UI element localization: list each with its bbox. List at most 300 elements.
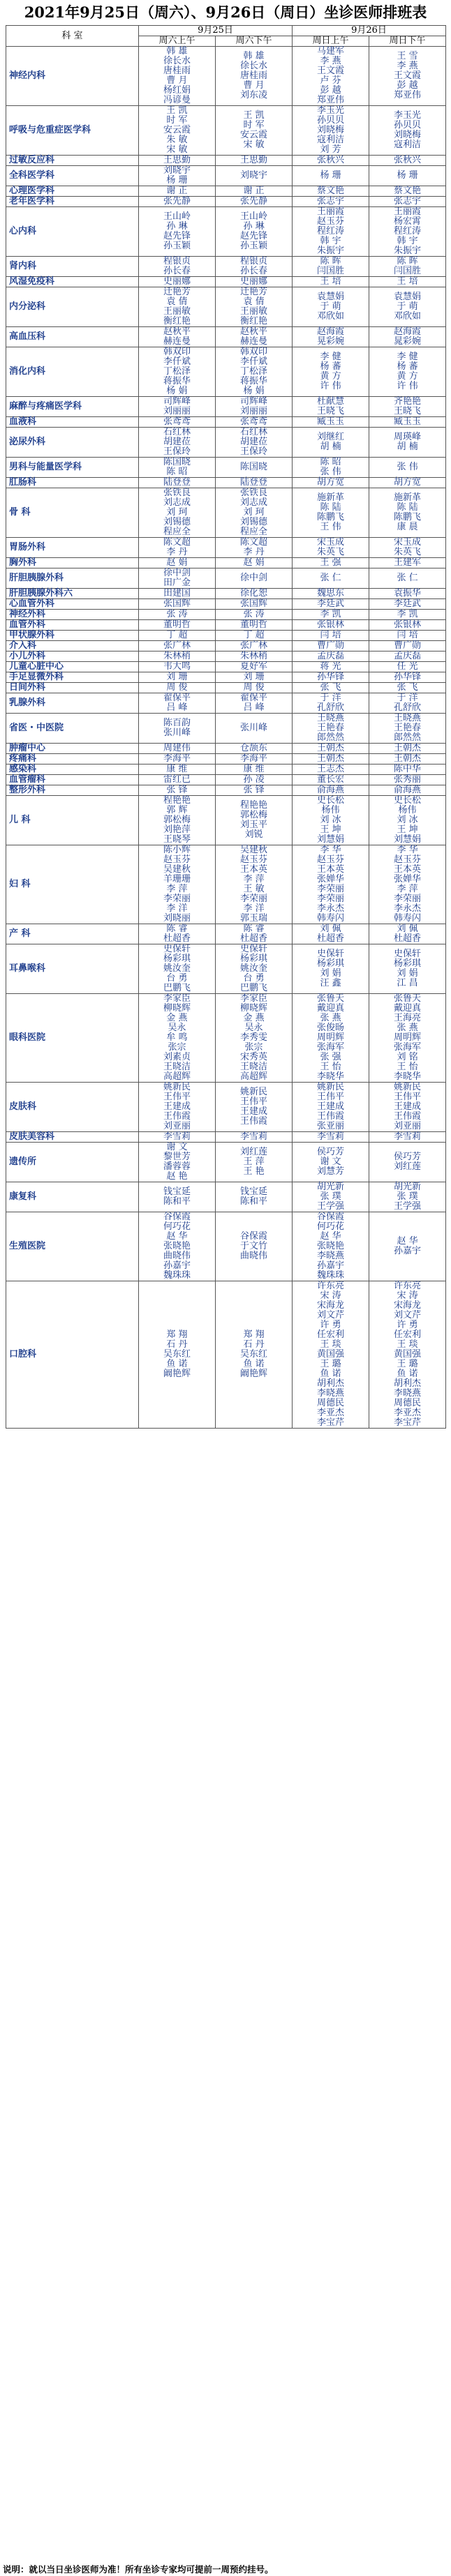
doctor-name: 晃彩婉 (317, 336, 345, 347)
doctor-cell (293, 944, 369, 994)
doctor-name: 张先静 (240, 196, 268, 206)
doctor-name: 王 凯 (166, 105, 188, 116)
doctor-cell (369, 568, 446, 589)
doctor-name: 康 维 (166, 764, 188, 774)
doctor-name: 许 伟 (320, 381, 341, 391)
table-row (6, 845, 446, 924)
doctor-cell (216, 641, 293, 651)
doctor-name: 胡建莅 (240, 437, 268, 447)
doctor-cell (139, 651, 216, 662)
doctor-cell (216, 764, 293, 775)
doctor-cell (293, 845, 369, 924)
doctor-cell (293, 651, 369, 662)
doctor-name: 宋 涛 (320, 1290, 341, 1301)
table-row (6, 428, 446, 458)
doctor-cell (369, 589, 446, 599)
doctor-name: 衡红艳 (240, 316, 268, 326)
doctor-name: 张志宇 (394, 196, 422, 206)
doctor-cell (216, 478, 293, 488)
doctor-cell (369, 538, 446, 558)
department-name: 心内科 (6, 207, 139, 257)
doctor-name: 巴鹏飞 (163, 983, 191, 993)
doctor-name: 李秀雯 (240, 1032, 268, 1043)
doctor-name: 李亚杰 (317, 1408, 345, 1418)
doctor-name: 王伟平 (240, 1097, 268, 1107)
doctor-name: 胡方宽 (394, 477, 422, 488)
doctor-cell (139, 662, 216, 672)
doctor-name: 张 锋 (243, 785, 265, 795)
doctor-name: 王建成 (317, 1101, 345, 1112)
doctor-name: 王伟霞 (163, 1111, 191, 1122)
doctor-name: 石红林 (240, 427, 268, 437)
department-name: 肝胆胰腺外科六 (6, 589, 139, 599)
doctor-name: 张 飞 (320, 682, 341, 693)
doctor-cell (216, 631, 293, 641)
department-name: 血管外科 (6, 620, 139, 631)
doctor-name: 陈文超 (240, 537, 268, 548)
doctor-name: 王 璐 (397, 1359, 418, 1369)
doctor-name: 姚新民 (163, 1082, 191, 1092)
doctor-name: 王保玲 (240, 446, 268, 457)
doctor-name: 于文竹 (240, 1241, 268, 1251)
doctor-cell (216, 1132, 293, 1143)
doctor-name: 刘锡德 (240, 517, 268, 527)
doctor-name: 郭松梅 (163, 815, 191, 825)
doctor-name: 刘红莲 (240, 1147, 268, 1157)
doctor-cell (293, 47, 369, 106)
doctor-name: 羊珊珊 (163, 874, 191, 884)
doctor-name: 孙嘉宇 (394, 1246, 422, 1256)
doctor-name: 周 俊 (243, 682, 265, 693)
doctor-name: 施新革 (317, 492, 345, 503)
doctor-cell (216, 186, 293, 197)
doctor-name: 刘 冰 (397, 815, 418, 825)
department-name: 血液科 (6, 417, 139, 428)
doctor-name: 杨伟 (398, 805, 417, 815)
doctor-cell (139, 944, 216, 994)
doctor-name: 赵玉芬 (394, 854, 422, 865)
doctor-name: 谢 正 (243, 186, 265, 196)
doctor-name: 张川峰 (163, 728, 191, 738)
doctor-name: 杨红娟 (163, 85, 191, 96)
doctor-name: 刘晓梅 (394, 130, 422, 140)
doctor-cell (293, 662, 369, 672)
doctor-name: 刘 铭 (397, 1052, 418, 1062)
doctor-cell (369, 1083, 446, 1132)
doctor-name: 刘 芳 (320, 144, 341, 155)
doctor-name: 翟保平 (163, 693, 191, 703)
doctor-name: 魏思东 (317, 588, 345, 598)
doctor-cell (369, 417, 446, 428)
doctor-cell (216, 558, 293, 568)
doctor-cell (369, 287, 446, 327)
doctor-name: 姚汝奎 (163, 963, 191, 974)
doctor-cell (369, 397, 446, 417)
doctor-name: 陈 睿 (166, 924, 188, 934)
doctor-name: 张婵华 (394, 874, 422, 884)
doctor-name: 李荣丽 (317, 894, 345, 904)
doctor-cell (369, 1143, 446, 1182)
doctor-name: 齐艳艳 (394, 396, 422, 407)
doctor-cell (369, 47, 446, 106)
doctor-name: 朱 敏 (166, 135, 188, 145)
table-row (6, 620, 446, 631)
department-name: 眼科医院 (6, 994, 139, 1083)
doctor-cell (216, 277, 293, 287)
doctor-cell (293, 166, 369, 186)
doctor-name: 刘慧娟 (394, 834, 422, 845)
doctor-name: 王 凯 (243, 110, 265, 121)
doctor-cell (293, 488, 369, 538)
doctor-name: 张广林 (240, 640, 268, 651)
doctor-name: 王志杰 (317, 764, 345, 774)
doctor-cell (293, 754, 369, 764)
doctor-name: 史长松 (394, 795, 422, 806)
doctor-name: 高超辉 (240, 1071, 268, 1082)
doctor-cell (139, 1132, 216, 1143)
doctor-name: 夏好军 (240, 661, 268, 672)
doctor-name: 董长宏 (317, 774, 345, 785)
doctor-name: 雷红已 (163, 774, 191, 785)
doctor-cell (369, 754, 446, 764)
doctor-cell (216, 924, 293, 944)
doctor-name: 张国辉 (163, 598, 191, 609)
doctor-name: 赫连曼 (163, 336, 191, 347)
doctor-name: 孙华锋 (317, 672, 345, 682)
doctor-name: 张 涛 (166, 609, 188, 619)
doctor-cell (369, 662, 446, 672)
doctor-name: 李荣丽 (394, 894, 422, 904)
doctor-name: 邓欣如 (317, 311, 345, 322)
doctor-name: 张 燕 (320, 1013, 341, 1023)
doctor-name: 唐桂雨 (240, 70, 268, 81)
doctor-name: 卢 芬 (320, 75, 341, 86)
doctor-name: 杜超香 (163, 933, 191, 944)
doctor-name: 刘东凌 (240, 90, 268, 100)
doctor-cell (139, 610, 216, 620)
doctor-cell (139, 754, 216, 764)
doctor-cell (216, 944, 293, 994)
doctor-cell (216, 207, 293, 257)
table-row (6, 1083, 446, 1132)
doctor-name: 张先静 (163, 196, 191, 206)
doctor-cell (216, 714, 293, 744)
doctor-name: 蒋振华 (240, 376, 268, 386)
department-name: 小儿外科 (6, 651, 139, 662)
department-name: 疼痛科 (6, 754, 139, 764)
doctor-name: 谷保霞 (163, 1212, 191, 1222)
doctor-name: 李海平 (240, 753, 268, 764)
doctor-cell (293, 764, 369, 775)
doctor-name: 刘 珂 (243, 507, 265, 518)
doctor-cell (369, 488, 446, 538)
doctor-cell (216, 754, 293, 764)
doctor-cell (369, 693, 446, 714)
table-row (6, 683, 446, 693)
doctor-name: 王晓飞 (317, 406, 345, 416)
doctor-name: 吕 峰 (243, 702, 265, 713)
doctor-name: 李永杰 (394, 903, 422, 914)
doctor-name: 刘 娟 (320, 968, 341, 979)
doctor-name: 金 燕 (166, 1013, 188, 1023)
doctor-name: 宋 敏 (166, 144, 188, 155)
doctor-name: 石 丹 (243, 1339, 265, 1350)
table-row (6, 610, 446, 620)
doctor-name: 张铁良 (163, 488, 191, 498)
doctor-name: 周瑛峰 (394, 432, 422, 442)
doctor-name: 王丽霞 (317, 206, 345, 217)
doctor-name: 时 军 (166, 115, 188, 126)
table-row (6, 166, 446, 186)
doctor-name: 闫国胜 (317, 266, 345, 276)
doctor-cell (139, 599, 216, 610)
doctor-cell (139, 744, 216, 754)
doctor-name: 陈国晓 (163, 457, 191, 467)
department-name: 肿瘤中心 (6, 744, 139, 754)
doctor-name: 刘 珊 (243, 672, 265, 682)
doctor-cell (369, 744, 446, 754)
doctor-name: 王海亮 (394, 1013, 422, 1023)
doctor-name: 姚新民 (317, 1082, 345, 1092)
doctor-name: 曲晓伟 (163, 1251, 191, 1261)
doctor-name: 鱼 诺 (243, 1359, 265, 1369)
doctor-cell (369, 714, 446, 744)
doctor-name: 杨 蕃 (397, 361, 418, 372)
doctor-name: 康 晨 (397, 522, 418, 532)
department-name: 呼吸与危重症医学科 (6, 106, 139, 156)
doctor-name: 谢 正 (166, 186, 188, 196)
department-name: 耳鼻喉科 (6, 944, 139, 994)
doctor-name: 赵海霞 (317, 326, 345, 337)
doctor-name: 周明辉 (394, 1032, 422, 1043)
doctor-name: 陈 晖 (397, 256, 418, 266)
department-name: 心理医学科 (6, 186, 139, 197)
doctor-name: 王晓琴 (163, 834, 191, 845)
doctor-name: 朱林稍 (163, 651, 191, 661)
doctor-name: 刘志成 (240, 497, 268, 508)
doctor-name: 王山岭 (163, 211, 191, 222)
doctor-name: 程红涛 (317, 226, 345, 236)
doctor-name: 晁彩婉 (394, 336, 422, 347)
table-row (6, 775, 446, 785)
doctor-name: 宋玉成 (394, 537, 422, 548)
doctor-cell (369, 775, 446, 785)
doctor-cell (369, 1132, 446, 1143)
doctor-name: 邓欣如 (394, 311, 422, 322)
doctor-name: 李晓燕 (394, 1388, 422, 1399)
doctor-cell (216, 257, 293, 277)
doctor-name: 戴迎真 (317, 1003, 345, 1014)
doctor-name: 王 坤 (320, 824, 341, 835)
doctor-name: 赵 娟 (166, 557, 188, 568)
doctor-cell (216, 568, 293, 589)
doctor-name: 徐长水 (163, 56, 191, 66)
doctor-name: 程艳艳 (240, 800, 268, 811)
doctor-name: 王朝杰 (317, 753, 345, 764)
doctor-name: 李晓华 (317, 1071, 345, 1082)
doctor-name: 许 勇 (397, 1320, 418, 1330)
doctor-cell (139, 796, 216, 845)
doctor-name: 李仟斌 (163, 356, 191, 367)
department-name: 口腔科 (6, 1281, 139, 1429)
doctor-name: 俞海燕 (317, 785, 345, 795)
table-row (6, 785, 446, 796)
doctor-name: 李玉光 (394, 110, 422, 121)
doctor-name: 张宗 (244, 1042, 263, 1053)
doctor-name: 黄 方 (320, 371, 341, 382)
doctor-name: 魏珠珠 (317, 1270, 345, 1281)
department-name: 肾内科 (6, 257, 139, 277)
doctor-name: 张俊旸 (317, 1023, 345, 1033)
table-row (6, 693, 446, 714)
doctor-name: 刘亚丽 (394, 1121, 422, 1131)
doctor-name: 许东亮 (394, 1281, 422, 1291)
doctor-name: 孔舒欣 (317, 702, 345, 713)
doctor-cell (139, 287, 216, 327)
doctor-name: 王本英 (240, 864, 268, 875)
doctor-name: 赵 艳 (166, 1171, 188, 1182)
doctor-name: 吕 峰 (166, 702, 188, 713)
doctor-cell (139, 458, 216, 478)
doctor-name: 刘玉平 (240, 820, 268, 830)
doctor-name: 李 丹 (243, 547, 265, 557)
doctor-name: 刘 佩 (397, 924, 418, 934)
doctor-name: 侯巧芳 (394, 1152, 422, 1162)
doctor-name: 李家臣 (240, 993, 268, 1004)
doctor-cell (369, 651, 446, 662)
doctor-cell (369, 327, 446, 347)
department-name: 内分泌科 (6, 287, 139, 327)
doctor-cell (369, 944, 446, 994)
doctor-name: 吴永 (168, 1023, 186, 1033)
doctor-name: 郭 辉 (166, 805, 188, 815)
doctor-cell (369, 620, 446, 631)
doctor-cell (216, 458, 293, 478)
doctor-name: 袁 倩 (243, 296, 265, 307)
doctor-name: 郑亚伟 (317, 95, 345, 105)
doctor-cell (216, 47, 293, 106)
doctor-name: 马建军 (317, 46, 345, 57)
doctor-name: 程应全 (163, 527, 191, 537)
doctor-name: 张 璞 (320, 1191, 341, 1202)
doctor-name: 李荣丽 (317, 884, 345, 894)
doctor-cell (139, 106, 216, 156)
doctor-cell (369, 207, 446, 257)
doctor-cell (216, 599, 293, 610)
doctor-name: 王学强 (317, 1201, 345, 1212)
doctor-cell (139, 641, 216, 651)
doctor-name: 李 萍 (166, 884, 188, 894)
doctor-name: 史保轩 (317, 949, 345, 959)
doctor-cell (369, 558, 446, 568)
doctor-name: 韩 雄 (166, 46, 188, 57)
doctor-cell (139, 1083, 216, 1132)
doctor-cell (216, 651, 293, 662)
doctor-name: 臧玉玉 (394, 416, 422, 427)
doctor-name: 王丽敏 (163, 306, 191, 317)
doctor-name: 刘晓宇 (163, 165, 191, 176)
doctor-name: 王晓洁 (163, 1062, 191, 1072)
doctor-cell (293, 1143, 369, 1182)
doctor-name: 刘素贞 (163, 1052, 191, 1062)
doctor-cell (216, 662, 293, 672)
doctor-name: 李 燕 (397, 61, 418, 71)
doctor-name: 陆登登 (163, 477, 191, 488)
doctor-name: 王 培 (320, 276, 341, 287)
table-row (6, 1132, 446, 1143)
doctor-name: 张广林 (163, 640, 191, 651)
doctor-name: 张宗 (168, 1042, 186, 1053)
doctor-name: 田建国 (163, 588, 191, 598)
doctor-cell (293, 327, 369, 347)
doctor-name: 张 璞 (397, 1191, 418, 1202)
doctor-cell (293, 672, 369, 683)
doctor-name: 谷保霞 (240, 1231, 268, 1242)
doctor-name: 韩 雄 (243, 51, 265, 61)
table-row (6, 106, 446, 156)
doctor-name: 郭玉瑞 (240, 913, 268, 924)
doctor-name: 于 洋 (320, 693, 341, 703)
doctor-name: 王伟霞 (317, 1111, 345, 1122)
doctor-cell (139, 257, 216, 277)
department-name: 儿童心脏中心 (6, 662, 139, 672)
doctor-cell (139, 1281, 216, 1429)
doctor-name: 杨彩琪 (163, 954, 191, 964)
doctor-name: 史保轩 (163, 944, 191, 954)
doctor-name: 谢 文 (320, 1157, 341, 1167)
doctor-cell (139, 631, 216, 641)
doctor-name: 闫 培 (397, 630, 418, 640)
table-row (6, 672, 446, 683)
doctor-name: 李荣丽 (163, 894, 191, 904)
department-name: 乳腺外科 (6, 693, 139, 714)
doctor-cell (369, 1281, 446, 1429)
table-row (6, 197, 446, 207)
department-name: 麻醉与疼痛医学科 (6, 397, 139, 417)
doctor-name: 曹广勋 (317, 640, 345, 651)
doctor-name: 柳晓辉 (240, 1003, 268, 1014)
table-row (6, 397, 446, 417)
department-name: 肝胆胰腺外科 (6, 568, 139, 589)
doctor-cell (369, 672, 446, 683)
doctor-name: 金 燕 (243, 1013, 265, 1023)
doctor-name: 丁 超 (166, 630, 188, 640)
doctor-name: 王文霞 (317, 66, 345, 76)
doctor-name: 刘丽丽 (240, 406, 268, 416)
doctor-cell (293, 775, 369, 785)
doctor-name: 王朝杰 (394, 743, 422, 753)
doctor-name: 韩寿闪 (394, 913, 422, 924)
doctor-name: 胡建莅 (163, 437, 191, 447)
doctor-cell (293, 397, 369, 417)
doctor-cell (216, 620, 293, 631)
doctor-name: 李雪莉 (394, 1131, 422, 1142)
doctor-cell (293, 1281, 369, 1429)
doctor-name: 闫 培 (320, 630, 341, 640)
doctor-name: 高超辉 (163, 1071, 191, 1082)
doctor-name: 石红林 (163, 427, 191, 437)
doctor-name: 时 军 (243, 120, 265, 130)
table-row (6, 651, 446, 662)
doctor-cell (216, 785, 293, 796)
doctor-cell (216, 397, 293, 417)
doctor-name: 张鲁天 (317, 993, 345, 1004)
doctor-cell (369, 428, 446, 458)
doctor-name: 郎然然 (394, 732, 422, 743)
doctor-cell (139, 672, 216, 683)
doctor-cell (216, 327, 293, 347)
doctor-name: 李 华 (320, 845, 341, 855)
